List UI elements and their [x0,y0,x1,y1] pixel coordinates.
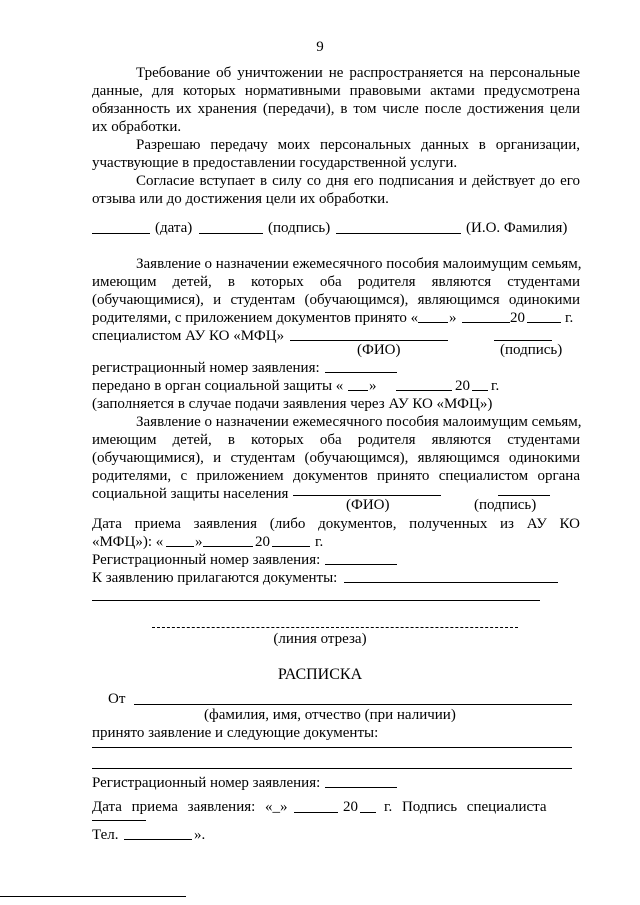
date-label: (дата) [155,220,193,236]
receipt-phone-suffix: ». [194,827,206,843]
social-date-sep: » [195,534,203,550]
consent-p1-line4: их обработки. [92,119,182,135]
mfc-date-sep: » [449,310,457,326]
signature-label: (подпись) [268,220,331,236]
receipt-phone-blank [124,839,192,840]
social-line1: Заявление о назначении ежемесячного пособия малоимущим семьям, [136,414,582,430]
mfc-transferred-label: передано в орган социальной защиты « [92,378,344,394]
mfc-fio-label: (ФИО) [357,342,401,358]
social-attached-blank-2 [92,600,540,601]
receipt-year-blank [360,812,376,813]
social-day-blank [166,546,194,547]
name-blank [336,233,461,234]
mfc-year-suffix: г. [565,310,574,326]
receipt-docs-blank-2 [92,768,572,769]
social-line5: социальной защиты населения [92,486,289,502]
receipt-docs-blank-1 [92,747,572,748]
mfc-transferred-year-prefix: 20 [455,378,470,394]
mfc-transferred-year-suffix: г. [491,378,500,394]
consent-p2-line2: участвующие в предоставлении государственной услуги. [92,155,458,171]
social-line2: имеющим детей, в которых оба родителя являются студентами [92,432,580,448]
page-number: 9 [316,39,324,55]
mfc-year-prefix: 20 [510,310,525,326]
receipt-name-blank [134,704,572,705]
consent-p1-line2: данные, для которых нормативными правовыми актами предусмотрена [92,83,580,99]
mfc-month-blank [462,322,510,323]
receipt-date-label: Дата приема заявления: «_» [92,799,288,815]
social-line4: родителями, с приложением документов принято специалистом органа [92,468,580,484]
cut-line [152,627,518,628]
mfc-reg-number-blank [325,372,397,373]
signature-blank [199,233,263,234]
consent-p1-line1: Требование об уничтожении не распространяется на персональные [136,65,580,81]
receipt-reg-number-label: Регистрационный номер заявления: [92,775,321,791]
consent-p3-line1: Согласие вступает в силу со дня его подписания и действует до его [136,173,580,189]
social-attached-blank [344,582,558,583]
social-line3: (обучающимися), и студентам (обучающимся), являющимся одинокими [92,450,580,466]
cut-line-label: (линия отреза) [273,631,367,647]
social-date-line1: Дата приема заявления (либо документов, полученных из АУ КО [92,516,580,532]
mfc-transferred-day-blank [348,390,368,391]
mfc-transferred-month-blank [396,390,452,391]
mfc-signature-label: (подпись) [500,342,563,358]
social-signature-label: (подпись) [474,497,537,513]
consent-p2-line1: Разрешаю передачу моих персональных данных в организации, [136,137,580,153]
receipt-month-blank [294,812,338,813]
mfc-line2: имеющим детей, в которых оба родителя являются студентами [92,274,580,290]
mfc-fill-note: (заполняется в случае подачи заявления через АУ КО «МФЦ») [92,396,493,412]
consent-p3-line2: отзыва или до достижения цели их обработки. [92,191,389,207]
social-reg-number-label: Регистрационный номер заявления: [92,552,321,568]
mfc-transferred-sep: » [369,378,377,394]
social-month-blank [203,546,253,547]
receipt-name-hint: (фамилия, имя, отчество (при наличии) [204,707,456,723]
receipt-signature-blank [92,820,146,821]
social-year-suffix: г. [315,534,324,550]
mfc-line1: Заявление о назначении ежемесячного пособия малоимущим семьям, [136,256,582,272]
footnote-separator [0,896,186,897]
social-year-prefix: 20 [255,534,270,550]
date-blank [92,233,150,234]
social-date-line2-prefix: «МФЦ»): « [92,534,164,550]
social-fio-label: (ФИО) [346,497,390,513]
receipt-from-label: От [108,691,126,707]
mfc-transferred-year-blank [472,390,488,391]
mfc-line5: специалистом АУ КО «МФЦ» [92,328,285,344]
mfc-reg-number-label: регистрационный номер заявления: [92,360,320,376]
mfc-line4: родителями, с приложением документов принято « [92,310,419,326]
consent-p1-line3: обязанность их хранения (передачи), в том числе после достижения цели [92,101,580,117]
receipt-accepted-label: принято заявление и следующие документы: [92,725,379,741]
receipt-reg-number-blank [325,787,397,788]
mfc-line3: (обучающимися), и студентам (обучающимся), являющимся одинокими [92,292,580,308]
receipt-title: РАСПИСКА [277,666,363,683]
name-label: (И.О. Фамилия) [466,220,568,236]
receipt-signature-text: г. Подпись специалиста [384,799,547,815]
mfc-year-blank [527,322,561,323]
social-year-blank [272,546,310,547]
mfc-day-blank [418,322,448,323]
social-reg-number-blank [325,564,397,565]
social-attached-label: К заявлению прилагаются документы: [92,570,338,586]
receipt-year-prefix: 20 [343,799,358,815]
receipt-phone-label: Тел. [92,827,119,843]
